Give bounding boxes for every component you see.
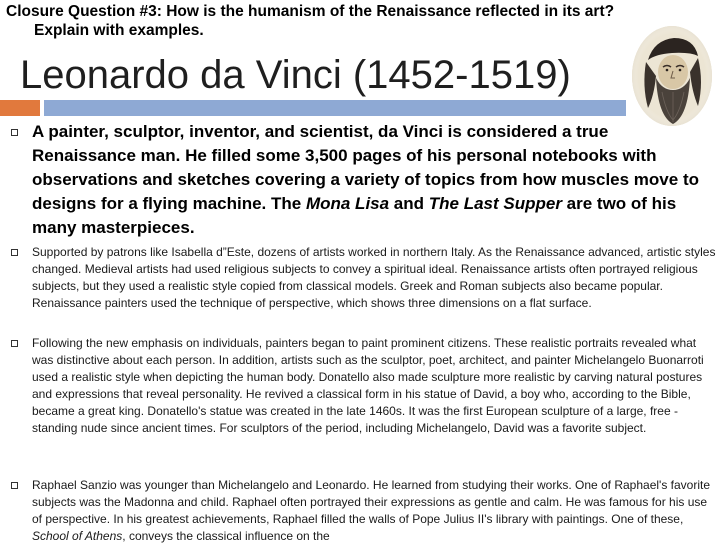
bullet-text-segment-italic: School of Athens [32, 529, 123, 543]
bullet-text-segment-italic: Mona Lisa [305, 194, 390, 213]
bullet-text-segment: are two of his many masterpieces. [32, 194, 677, 237]
bullet-text-patrons [32, 244, 716, 312]
closure-question [6, 2, 720, 40]
bullet-text-segment-italic: The Last Supper [428, 194, 562, 213]
square-bullet-icon [11, 129, 18, 136]
square-bullet-icon [11, 340, 18, 347]
leonardo-portrait-image [632, 26, 712, 126]
leonardo-portrait-drawing [632, 26, 712, 126]
bullet-text-segment: and [389, 194, 429, 213]
closure-question-line-2: Explain with examples. [34, 22, 204, 39]
accent-block-orange [0, 100, 40, 116]
bullet-text-segment: A painter, sculptor, inventor, and scientist, da Vinci is considered a true Renaissance man. He filled some 3,500 pages of his personal notebooks with observations and sketches covering a variety of topics from how muscles move to designs for a flying machine. The [32, 122, 699, 213]
closure-question-line-1: Closure Question #3: How is the humanism of the Renaissance reflected in its art? [6, 3, 615, 20]
bullet-text-segment: Supported by patrons like Isabella d”Este, dozens of artists worked in northern Italy. As the Renaissance advanced, artistic styles changed. Medieval artists had used religious subjects to convey a spiritual ideal. Renaissance artists often portrayed religious subjects, but they used a realistic style copied from classical models. Greek and Roman subjects also became popular. Renaissance painters used the technique of perspective, which shows three dimensions on a flat surface. [32, 245, 716, 310]
bullet-text-portraits [32, 335, 716, 437]
accent-bar-blue [44, 100, 626, 116]
slide-title: Leonardo da Vinci (1452-1519) [20, 53, 571, 97]
bullet-text-segment: , conveys the classical influence on the [122, 529, 330, 543]
bullet-text-raphael [32, 477, 716, 545]
bullet-text-segment: Following the new emphasis on individuals, painters began to paint prominent citizens. These realistic portraits revealed what was distinctive about each person. In addition, artists such as the sculptor, poet, architect, and painter Michelangelo Buonarroti used a realistic style when depicting the human body. Donatello also made sculpture more realistic by carving natural postures and expressions that reveal personality. He revived a classical form in his statue of David, a boy who, according to the Bible, became a great king. Donatello's statue was created in the late 1460s. It was the first European sculpture of a large, free -standing nude since ancient times. For sculptors of the period, including Michelangelo, David was a favorite subject. [32, 336, 704, 435]
bullet-text-leonardo [32, 120, 716, 240]
square-bullet-icon [11, 482, 18, 489]
bullet-text-segment: Raphael Sanzio was younger than Michelangelo and Leonardo. He learned from studying their works. One of Raphael's favorite subjects was the Madonna and child. Raphael often portrayed their expressions as gentle and calm. He was famous for his use of perspective. In his greatest achievements, Raphael filled the walls of Pope Julius II's library with paintings. One of these, [32, 478, 711, 526]
square-bullet-icon [11, 249, 18, 256]
